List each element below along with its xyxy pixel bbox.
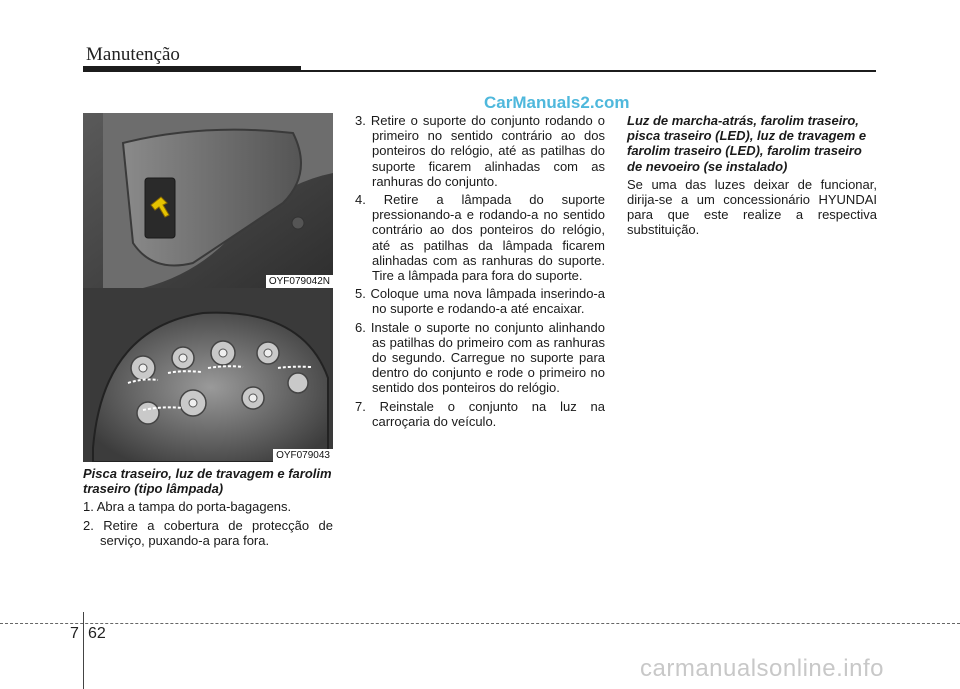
footer-vertical-rule	[83, 612, 84, 689]
watermark-text: CarManuals2.com	[484, 93, 630, 112]
section-title-led: Luz de marcha-atrás, farolim traseiro, pisca traseiro (LED), luz de travagem e farolim traseiro (LED), farolim traseiro de nevoeiro (se instalado)	[627, 113, 867, 174]
led-info-paragraph: Se uma das luzes deixar de funcionar, dirija-se a um concessionário HYUNDAI para que este realize a respectiva substituição.	[627, 176, 877, 238]
figure-label: OYF079042N	[266, 275, 333, 288]
left-column	[83, 466, 333, 551]
step-4: 4. Retire a lâmpada do suporte pressionando-a e rodando-a no sentido contrário ao dos ponteiros do relógio, até as patilhas da lâmpada ficarem alinhadas com as ranhuras do suporte. Tire a lâmpada para fora do suporte.	[355, 192, 605, 284]
footer-divider	[0, 623, 960, 624]
figure-label: OYF079043	[273, 449, 333, 462]
figure-trunk-cover	[83, 113, 333, 288]
page-number: 62	[88, 625, 106, 642]
step-5: 5. Coloque uma nova lâmpada inserindo-a no suporte e rodando-a até encaixar.	[355, 286, 605, 317]
figure-lamp-assembly	[83, 288, 333, 462]
trunk-cover-illustration	[83, 113, 333, 288]
page-header-title: Manutenção	[86, 44, 180, 65]
site-watermark: carmanualsonline.info	[640, 655, 884, 682]
step-6: 6. Instale o suporte no conjunto alinhando as patilhas do primeiro com as ranhuras do segundo. Carregue no suporte para dentro do conjunto e rode o primeiro no sentido dos ponteiros do relógio.	[355, 319, 605, 396]
step-1: 1. Abra a tampa do porta-bagagens.	[83, 499, 292, 515]
header-rule-thin	[301, 70, 876, 72]
lamp-assembly-illustration	[83, 288, 333, 462]
header-rule-thick	[83, 66, 301, 72]
step-3: 3. Retire o suporte do conjunto rodando o primeiro no sentido contrário ao dos ponteiros do relógio, até as patilhas do suporte ficarem alinhadas com as ranhuras do conjunto.	[355, 113, 605, 189]
section-title-bulb-type: Pisca traseiro, luz de travagem e farolim traseiro (tipo lâmpada)	[83, 466, 332, 497]
right-column	[627, 113, 877, 241]
step-7: 7. Reinstale o conjunto na luz na carroçaria do veículo.	[355, 398, 605, 429]
step-2: 2. Retire a cobertura de protecção de serviço, puxando-a para fora.	[83, 517, 333, 548]
middle-column	[355, 113, 605, 432]
chapter-number: 7	[70, 625, 79, 642]
